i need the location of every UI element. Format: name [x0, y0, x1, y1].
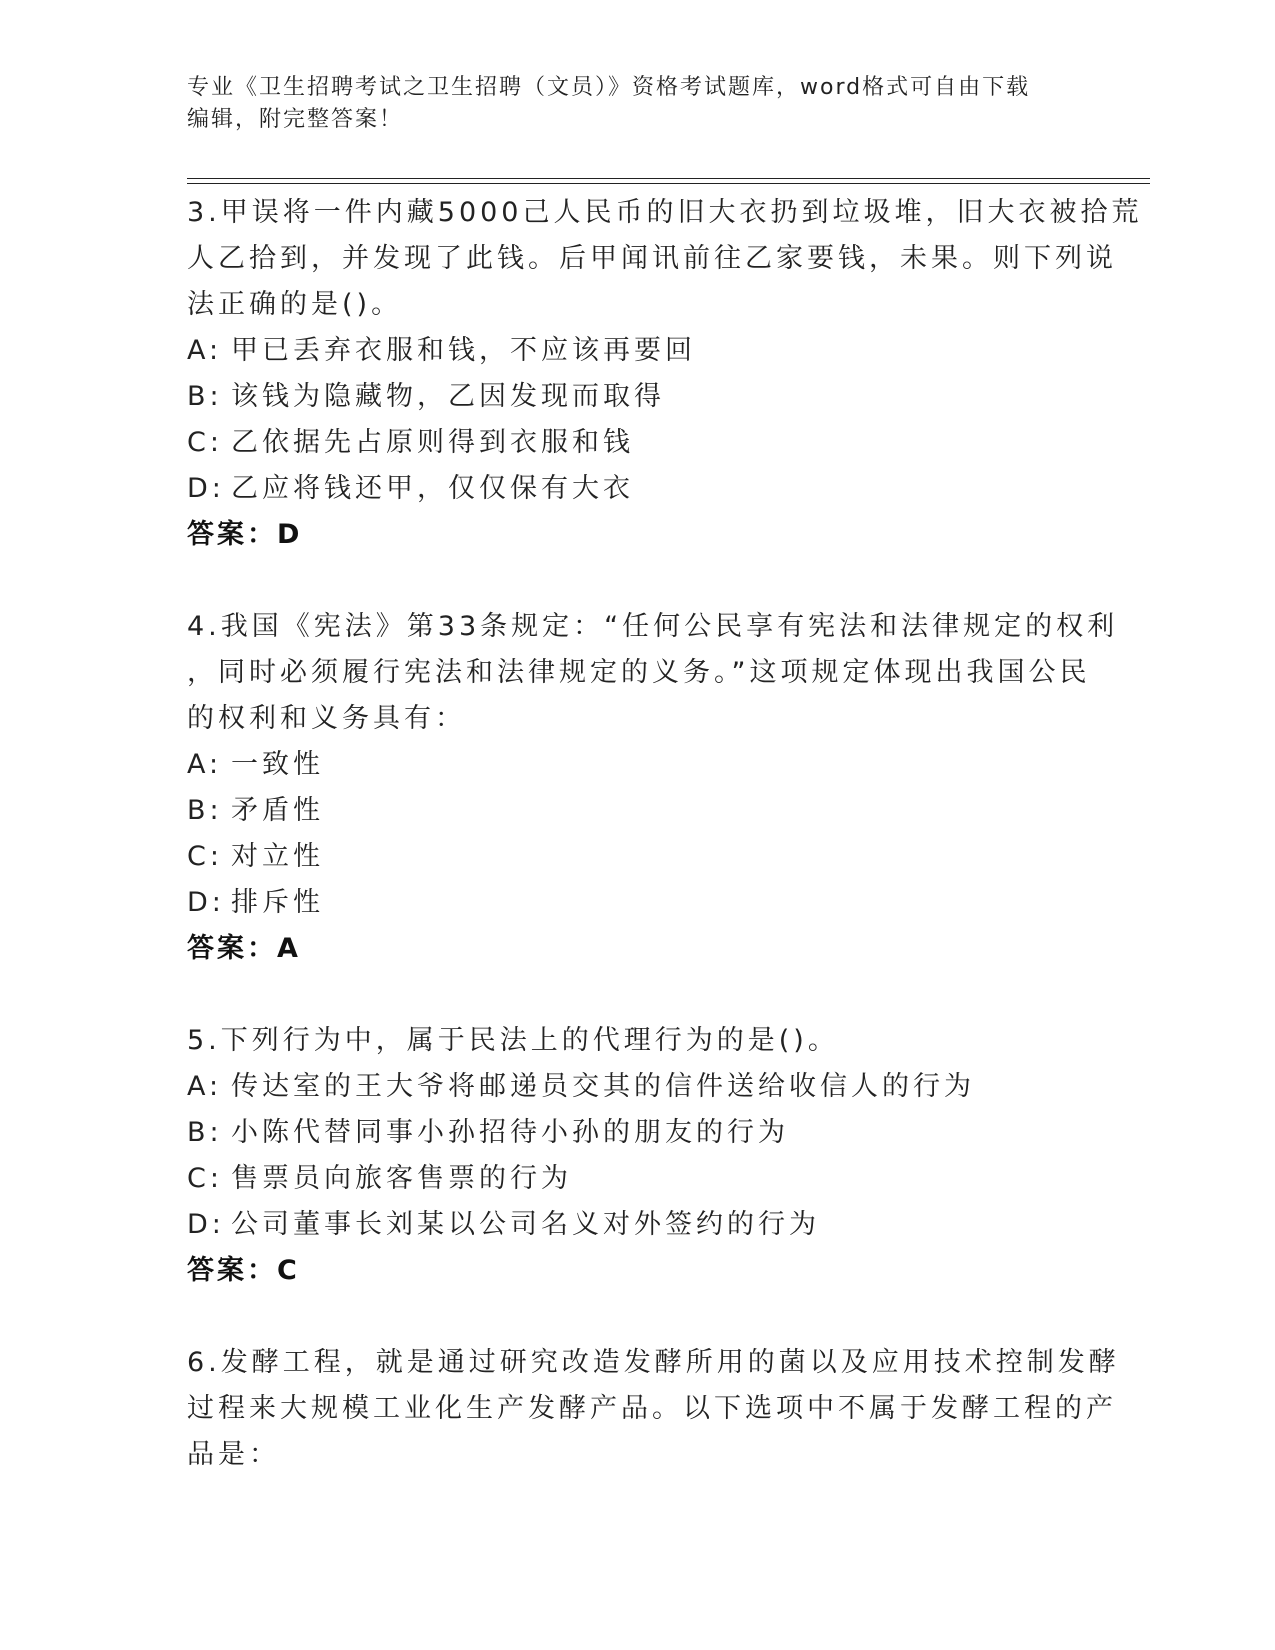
option-letter: B:: [187, 381, 223, 412]
option-letter: B:: [187, 795, 223, 826]
option-c: [187, 420, 1087, 466]
option-text: 排斥性: [231, 887, 324, 918]
question-list: [187, 190, 1143, 1478]
option-text: 乙依据先占原则得到衣服和钱: [231, 427, 634, 458]
question-3: [187, 190, 1143, 558]
option-text: 售票员向旅客售票的行为: [231, 1163, 572, 1194]
option-letter: D:: [187, 887, 225, 918]
option-text: 小陈代替同事小孙招待小孙的朋友的行为: [231, 1117, 789, 1148]
option-letter: C:: [187, 1163, 223, 1194]
document-header: [187, 72, 1087, 136]
option-b: [187, 1110, 1087, 1156]
question-stem-line: 5.下列行为中，属于民法上的代理行为的是()。: [187, 1025, 839, 1056]
option-a: [187, 328, 1087, 374]
option-letter: D:: [187, 473, 225, 504]
question-stem-line: 6.发酵工程，就是通过研究改造发酵所用的菌以及应用技术控制发酵: [187, 1347, 1120, 1378]
option-letter: A:: [187, 335, 223, 366]
question-stem-line: 3.甲误将一件内藏5000己人民币的旧大衣扔到垃圾堆，旧大衣被拾荒: [187, 197, 1143, 228]
option-letter: C:: [187, 841, 223, 872]
spacer: [187, 558, 1087, 604]
question-4: [187, 604, 1119, 972]
option-text: 一致性: [231, 749, 324, 780]
question-6: [187, 1340, 1120, 1478]
option-d: [187, 880, 1087, 926]
option-d: [187, 1202, 1087, 1248]
option-c: [187, 1156, 1087, 1202]
header-divider-bottom: [187, 183, 1150, 184]
answer-line: 答案：D: [187, 519, 303, 550]
question-5: [187, 1018, 1087, 1294]
question-stem-line: 过程来大规模工业化生产发酵产品。以下选项中不属于发酵工程的产: [187, 1393, 1117, 1424]
option-a: [187, 742, 1087, 788]
option-text: 甲已丢弃衣服和钱，不应该再要回: [231, 335, 696, 366]
option-text: 乙应将钱还甲，仅仅保有大衣: [231, 473, 634, 504]
answer-line: 答案：A: [187, 933, 301, 964]
option-text: 公司董事长刘某以公司名义对外签约的行为: [231, 1209, 820, 1240]
question-stem-line: 人乙拾到，并发现了此钱。后甲闻讯前往乙家要钱，未果。则下列说: [187, 243, 1117, 274]
answer-line: 答案：C: [187, 1255, 300, 1286]
option-c: [187, 834, 1087, 880]
header-line-1: 专业《卫生招聘考试之卫生招聘（文员）》资格考试题库，word格式可自由下载: [187, 75, 1031, 100]
spacer: [187, 972, 1087, 1018]
header-line-2: 编辑，附完整答案！: [187, 107, 404, 132]
option-letter: A:: [187, 1071, 223, 1102]
question-stem-line: 法正确的是()。: [187, 289, 403, 320]
option-d: [187, 466, 1087, 512]
question-stem-line: 4.我国《宪法》第33条规定：“任何公民享有宪法和法律规定的权利: [187, 611, 1119, 642]
option-b: [187, 374, 1087, 420]
spacer: [187, 1294, 1087, 1340]
option-letter: A:: [187, 749, 223, 780]
question-stem-line: 的权利和义务具有：: [187, 703, 466, 734]
option-text: 对立性: [231, 841, 324, 872]
option-text: 该钱为隐藏物，乙因发现而取得: [231, 381, 665, 412]
question-stem-line: 品是：: [187, 1439, 280, 1470]
option-b: [187, 788, 1087, 834]
option-text: 传达室的王大爷将邮递员交其的信件送给收信人的行为: [231, 1071, 975, 1102]
option-letter: D:: [187, 1209, 225, 1240]
option-a: [187, 1064, 1087, 1110]
option-text: 矛盾性: [231, 795, 324, 826]
option-letter: C:: [187, 427, 223, 458]
option-letter: B:: [187, 1117, 223, 1148]
question-stem-line: ，同时必须履行宪法和法律规定的义务。”这项规定体现出我国公民: [187, 657, 1091, 688]
header-divider-top: [187, 178, 1150, 179]
